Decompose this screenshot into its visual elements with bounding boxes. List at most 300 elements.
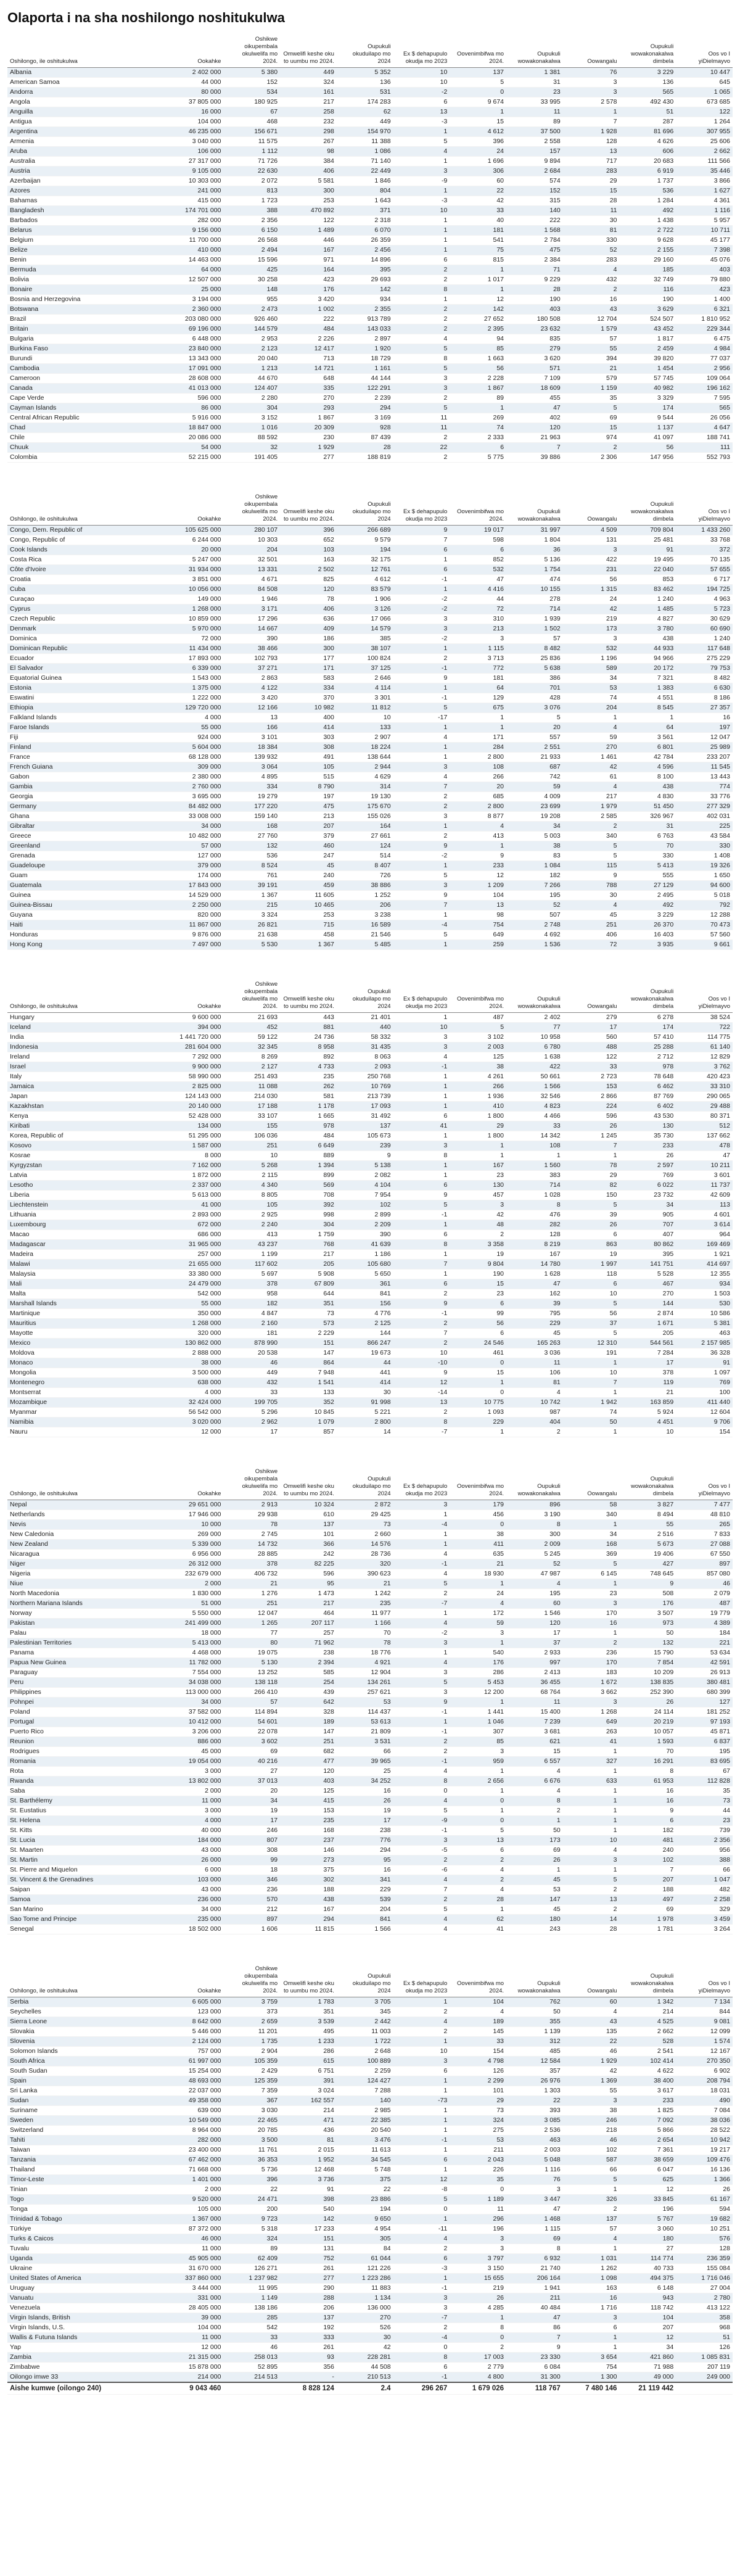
- table-cell: 2: [393, 654, 450, 664]
- table-cell: 491: [280, 753, 337, 762]
- table-cell: 5: [393, 364, 450, 374]
- table-cell: 9: [506, 2343, 563, 2353]
- table-cell: 482: [676, 1885, 733, 1895]
- table-cell: 11 761: [223, 2145, 280, 2155]
- table-cell: 3: [450, 634, 506, 644]
- table-cell: 33: [223, 2333, 280, 2343]
- table-cell: 217: [280, 97, 337, 107]
- table-cell: 8 524: [223, 861, 280, 871]
- table-cell: 7 595: [676, 394, 733, 403]
- country-name: Sudan: [7, 2096, 167, 2106]
- table-cell: 41 097: [619, 433, 676, 443]
- table-row: [7, 68, 733, 78]
- table-cell: 23: [676, 1816, 733, 1826]
- table-cell: 1: [393, 1250, 450, 1260]
- table-cell: 2 000: [167, 2185, 224, 2195]
- table-row: [7, 176, 733, 186]
- country-name: Panama: [7, 1648, 167, 1658]
- country-name: Spain: [7, 2076, 167, 2086]
- table-cell: 352: [280, 1398, 337, 1408]
- table-cell: 101: [450, 2086, 506, 2096]
- table-cell: 383: [506, 1171, 563, 1181]
- table-cell: 22 465: [223, 2116, 280, 2126]
- table-cell: 56: [619, 443, 676, 453]
- table-cell: 166: [223, 723, 280, 733]
- table-cell: 1 606: [223, 1925, 280, 1934]
- table-row: [7, 1520, 733, 1530]
- country-name: Bolivia: [7, 275, 167, 285]
- country-name: Tinian: [7, 2185, 167, 2195]
- country-name: Antigua: [7, 117, 167, 127]
- table-cell: 176: [450, 1658, 506, 1668]
- table-cell: 1 941: [506, 2284, 563, 2293]
- table-cell: 229 344: [676, 324, 733, 334]
- table-cell: 38 400: [619, 2076, 676, 2086]
- table-cell: 1 097: [676, 1368, 733, 1378]
- table-cell: 4 451: [619, 1418, 676, 1427]
- table-cell: 2 160: [223, 1319, 280, 1329]
- table-cell: 81: [563, 226, 620, 236]
- table-cell: 9: [337, 1151, 393, 1161]
- table-cell: 24: [450, 147, 506, 157]
- table-row: [7, 2106, 733, 2116]
- table-cell: 45 871: [676, 1727, 733, 1737]
- table-cell: 207 119: [676, 2363, 733, 2372]
- table-row: [7, 1388, 733, 1398]
- table-cell: 33: [450, 2037, 506, 2047]
- table-cell: 1 503: [676, 1289, 733, 1299]
- table-cell: 21 401: [337, 1013, 393, 1023]
- table-cell: 649: [450, 930, 506, 940]
- table-row: [7, 226, 733, 236]
- table-cell: 411 440: [676, 1398, 733, 1408]
- table-cell: 86 000: [167, 403, 224, 413]
- table-cell: 394: [563, 354, 620, 364]
- table-cell: 3 000: [167, 1806, 224, 1816]
- table-cell: 1 846: [337, 176, 393, 186]
- column-header: Oos vo I yiDielmayvo: [676, 1964, 733, 1997]
- table-cell: 5 247 000: [167, 555, 224, 565]
- table-cell: 108: [506, 1141, 563, 1151]
- table-cell: 13: [223, 713, 280, 723]
- table-cell: 5 908: [280, 1269, 337, 1279]
- table-cell: 541: [450, 236, 506, 246]
- table-cell: 2 654: [619, 2136, 676, 2145]
- table-cell: 10: [393, 68, 450, 78]
- table-cell: 6 339 000: [167, 664, 224, 674]
- table-cell: 1: [393, 127, 450, 137]
- table-cell: 9: [393, 1368, 450, 1378]
- table-cell: 1 929: [280, 443, 337, 453]
- country-name: Serbia: [7, 1997, 167, 2007]
- table-cell: 3 238: [337, 910, 393, 920]
- table-cell: 194: [337, 545, 393, 555]
- table-cell: 7 134: [676, 1997, 733, 2007]
- table-cell: 41: [393, 1121, 450, 1131]
- table-cell: 40 000: [167, 1826, 224, 1836]
- table-cell: 1 936: [450, 1092, 506, 1102]
- table-cell: 21: [223, 1579, 280, 1589]
- table-cell: 1 408: [676, 851, 733, 861]
- table-cell: 42 784: [619, 753, 676, 762]
- table-cell: 17: [223, 1816, 280, 1826]
- table-cell: 330: [619, 851, 676, 861]
- table-cell: 139 932: [223, 753, 280, 762]
- table-cell: 4 830: [619, 792, 676, 802]
- table-cell: 5: [563, 403, 620, 413]
- table-cell: 3: [393, 614, 450, 624]
- table-cell: 43 530: [619, 1112, 676, 1121]
- table-cell: 20 683: [619, 157, 676, 167]
- table-cell: 6 919: [619, 167, 676, 176]
- table-cell: 32: [223, 443, 280, 453]
- table-cell: 394 000: [167, 1023, 224, 1033]
- table-cell: 7 477: [676, 1500, 733, 1510]
- table-cell: 913 789: [337, 315, 393, 324]
- table-cell: 3 194 000: [167, 295, 224, 305]
- table-cell: 6 751: [280, 2066, 337, 2076]
- table-cell: 6 145: [563, 1569, 620, 1579]
- country-name: Liechtenstein: [7, 1200, 167, 1210]
- table-cell: 1 952: [280, 2155, 337, 2165]
- table-cell: 290 065: [676, 1092, 733, 1102]
- table-cell: 20 219: [619, 1717, 676, 1727]
- table-cell: 1: [450, 1638, 506, 1648]
- table-cell: 11 000: [167, 2333, 224, 2343]
- table-cell: 56 542 000: [167, 1408, 224, 1418]
- table-cell: 41 639: [337, 1240, 393, 1250]
- table-cell: 89: [506, 117, 563, 127]
- table-cell: 557: [506, 733, 563, 743]
- table-row: [7, 1925, 733, 1934]
- table-cell: 33 008 000: [167, 812, 224, 822]
- table-cell: 192: [280, 2323, 337, 2333]
- country-name: Albania: [7, 68, 167, 78]
- table-cell: 1 579: [563, 324, 620, 334]
- table-cell: 7 497 000: [167, 940, 224, 950]
- table-cell: 0: [450, 1358, 506, 1368]
- table-cell: 2: [393, 2244, 450, 2254]
- table-cell: 10 742: [506, 1398, 563, 1408]
- table-row: [7, 107, 733, 117]
- table-cell: 167: [280, 1905, 337, 1915]
- table-cell: 41: [450, 1925, 506, 1934]
- table-cell: 4 361: [676, 196, 733, 206]
- country-name: Zimbabwe: [7, 2363, 167, 2372]
- table-cell: 3 329: [619, 394, 676, 403]
- table-row: [7, 1082, 733, 1092]
- table-cell: 1: [393, 644, 450, 654]
- table-cell: 26 312 000: [167, 1559, 224, 1569]
- table-cell: 25 606: [676, 137, 733, 147]
- table-cell: 1 137: [619, 423, 676, 433]
- country-name: Mongolia: [7, 1368, 167, 1378]
- table-row: [7, 196, 733, 206]
- table-cell: 2 228: [450, 374, 506, 384]
- table-cell: 552 793: [676, 453, 733, 463]
- table-cell: 1 367: [223, 891, 280, 901]
- country-name: Lesotho: [7, 1181, 167, 1191]
- table-cell: 5 221: [337, 1408, 393, 1418]
- country-name: Austria: [7, 167, 167, 176]
- table-cell: 2 495: [619, 891, 676, 901]
- table-cell: 26: [506, 1856, 563, 1865]
- table-cell: 20 172: [619, 664, 676, 674]
- country-name: Sweden: [7, 2116, 167, 2126]
- country-name: St. Kitts: [7, 1826, 167, 1836]
- table-cell: 1 112: [223, 147, 280, 157]
- table-cell: 441: [337, 1368, 393, 1378]
- table-cell: 9 520 000: [167, 2195, 224, 2205]
- table-cell: 3 085: [506, 2116, 563, 2126]
- table-cell: 8 545: [619, 703, 676, 713]
- table-cell: 22: [337, 2185, 393, 2195]
- table-cell: 9: [393, 1191, 450, 1200]
- table-cell: 8: [393, 1240, 450, 1250]
- country-name: Rwanda: [7, 1777, 167, 1786]
- table-cell: 2 494: [223, 246, 280, 255]
- table-cell: 6: [393, 545, 450, 555]
- country-name: Montserrat: [7, 1388, 167, 1398]
- table-cell: 171: [450, 733, 506, 743]
- table-cell: 1: [393, 1072, 450, 1082]
- country-name: Jamaica: [7, 1082, 167, 1092]
- country-name: Honduras: [7, 930, 167, 940]
- table-cell: 331 000: [167, 2293, 224, 2303]
- table-row: [7, 1727, 733, 1737]
- table-cell: 4: [563, 1846, 620, 1856]
- table-cell: 13: [450, 901, 506, 910]
- country-name: Suriname: [7, 2106, 167, 2116]
- table-cell: 6 837: [676, 1737, 733, 1747]
- table-cell: 1 086: [337, 147, 393, 157]
- table-cell: 34 252: [337, 1777, 393, 1786]
- table-cell: 3 780: [619, 624, 676, 634]
- table-cell: 0: [450, 1388, 506, 1398]
- table-cell: 379: [280, 832, 337, 841]
- table-cell: 190: [619, 295, 676, 305]
- table-cell: 39 965: [337, 1757, 393, 1767]
- table-cell: 1 663: [450, 354, 506, 364]
- table-cell: 17 188: [223, 1102, 280, 1112]
- table-cell: 432: [223, 1378, 280, 1388]
- table-cell: 124 407: [223, 384, 280, 394]
- column-header: Oovenimbifwa mo 2024.: [450, 35, 506, 68]
- table-cell: 4: [393, 1925, 450, 1934]
- table-cell: 47: [506, 1279, 563, 1289]
- table-cell: 28: [506, 285, 563, 295]
- table-cell: 12 166: [223, 703, 280, 713]
- table-cell: 1 566: [337, 1925, 393, 1934]
- table-cell: -2: [393, 634, 450, 644]
- total-cell: 8 828 124: [280, 2382, 337, 2395]
- table-cell: 542 000: [167, 1289, 224, 1299]
- table-row: [7, 654, 733, 664]
- country-name: Botswana: [7, 305, 167, 315]
- table-cell: 69 196 000: [167, 324, 224, 334]
- table-cell: 30: [563, 216, 620, 226]
- country-name: Thailand: [7, 2165, 167, 2175]
- table-cell: 926 460: [223, 315, 280, 324]
- table-cell: 168: [280, 1826, 337, 1836]
- table-cell: 104: [450, 1997, 506, 2007]
- table-cell: 2 516: [619, 1530, 676, 1540]
- table-cell: 6 780: [506, 1042, 563, 1052]
- table-cell: 8 805: [223, 1191, 280, 1200]
- country-name: Korea, Republic of: [7, 1131, 167, 1141]
- table-cell: 329: [676, 1905, 733, 1915]
- table-cell: 1: [506, 1865, 563, 1875]
- table-cell: 315: [506, 196, 563, 206]
- table-cell: 153: [563, 1082, 620, 1092]
- table-cell: 39 886: [506, 453, 563, 463]
- table-cell: 3 064: [223, 762, 280, 772]
- table-row: [7, 1408, 733, 1418]
- table-cell: 29 160: [619, 255, 676, 265]
- table-cell: 707: [619, 1220, 676, 1230]
- country-name: Virgin Islands, U.S.: [7, 2323, 167, 2333]
- table-cell: 22 449: [337, 167, 393, 176]
- table-cell: 427: [619, 1559, 676, 1569]
- table-cell: 2 578: [563, 97, 620, 107]
- table-cell: 3 662: [563, 1688, 620, 1698]
- table-cell: 320 000: [167, 1329, 224, 1339]
- table-cell: 17 843 000: [167, 881, 224, 891]
- table-row: [7, 1398, 733, 1408]
- table-row: [7, 2372, 733, 2383]
- table-cell: 204: [563, 703, 620, 713]
- table-cell: 33: [563, 1062, 620, 1072]
- table-cell: 997: [506, 1658, 563, 1668]
- table-cell: 242: [280, 1550, 337, 1559]
- table-row: [7, 2066, 733, 2076]
- table-cell: 477: [280, 1757, 337, 1767]
- table-cell: 16 589: [337, 920, 393, 930]
- table-cell: 283: [563, 167, 620, 176]
- table-cell: 8 482: [676, 674, 733, 683]
- country-name: Malawi: [7, 1260, 167, 1269]
- table-cell: 2: [506, 1806, 563, 1816]
- table-cell: 277: [280, 2274, 337, 2284]
- table-cell: 11 883: [337, 2284, 393, 2293]
- table-cell: 494 375: [619, 2274, 676, 2284]
- table-cell: 55 000: [167, 723, 224, 733]
- column-header: Oshikwe oikupembala okulwelifa mo 2024.: [223, 980, 280, 1013]
- table-cell: 50: [563, 1418, 620, 1427]
- table-cell: 17 893 000: [167, 654, 224, 664]
- table-cell: 34: [619, 1200, 676, 1210]
- table-cell: 12 904: [337, 1668, 393, 1678]
- table-cell: 1: [393, 1530, 450, 1540]
- table-cell: 369: [563, 1550, 620, 1559]
- table-cell: 27 088: [676, 1540, 733, 1550]
- table-row: [7, 565, 733, 575]
- table-cell: 232 679 000: [167, 1569, 224, 1579]
- table-row: [7, 2037, 733, 2047]
- column-header: Oshilongo, ile oshitukulwa: [7, 492, 167, 526]
- table-cell: 6 475: [676, 334, 733, 344]
- table-row: [7, 2007, 733, 2017]
- table-cell: 11 700 000: [167, 236, 224, 246]
- table-cell: 177: [280, 654, 337, 664]
- table-cell: 20 000: [167, 545, 224, 555]
- table-cell: 31 670 000: [167, 2264, 224, 2274]
- table-cell: 6: [450, 545, 506, 555]
- country-name: Nepal: [7, 1500, 167, 1510]
- table-cell: 4: [450, 1885, 506, 1895]
- column-header: Oupukuli okuduilapo mo 2024: [337, 1467, 393, 1500]
- table-cell: 26 568: [223, 236, 280, 246]
- table-cell: 685: [450, 792, 506, 802]
- table-cell: 20 086 000: [167, 433, 224, 443]
- table-cell: 897: [223, 1915, 280, 1925]
- table-cell: 108: [450, 762, 506, 772]
- table-cell: 188: [280, 1885, 337, 1895]
- table-cell: 3 601: [676, 1171, 733, 1181]
- table-cell: 2 985: [337, 2106, 393, 2116]
- table-cell: 233: [450, 861, 506, 871]
- table-cell: 152: [223, 78, 280, 88]
- table-cell: 55: [563, 2086, 620, 2096]
- table-cell: 69: [619, 1905, 676, 1915]
- table-cell: 534: [223, 88, 280, 97]
- table-row: [7, 1609, 733, 1619]
- country-name: Madagascar: [7, 1240, 167, 1250]
- table-cell: 174: [619, 1023, 676, 1033]
- table-cell: 34 000: [167, 822, 224, 832]
- table-cell: 2: [450, 2343, 506, 2353]
- country-name: Gibraltar: [7, 822, 167, 832]
- table-cell: 236 359: [676, 2254, 733, 2264]
- country-name: Kenya: [7, 1112, 167, 1121]
- table-cell: 415: [280, 1796, 337, 1806]
- table-cell: 4 847: [223, 1309, 280, 1319]
- table-cell: 77 037: [676, 354, 733, 364]
- table-row: [7, 1191, 733, 1200]
- table-cell: 2 043: [450, 2155, 506, 2165]
- table-row: [7, 1777, 733, 1786]
- table-cell: 1: [393, 186, 450, 196]
- table-row: [7, 2264, 733, 2274]
- table-row: [7, 1161, 733, 1171]
- table-cell: 35: [563, 394, 620, 403]
- table-cell: 13 331: [223, 565, 280, 575]
- column-header: Ookahke: [167, 980, 224, 1013]
- table-cell: 69: [506, 1846, 563, 1856]
- table-cell: 2 597: [619, 1161, 676, 1171]
- table-cell: 134 000: [167, 1121, 224, 1131]
- column-header: Ex $ dehapupulo okudja mo 2023: [393, 980, 450, 1013]
- table-cell: 196: [619, 2205, 676, 2215]
- table-row: [7, 1378, 733, 1388]
- table-cell: 293: [280, 403, 337, 413]
- table-cell: 279: [506, 344, 563, 354]
- table-cell: 1 735: [223, 2037, 280, 2047]
- table-cell: 404: [506, 1418, 563, 1427]
- table-cell: 162 557: [280, 2096, 337, 2106]
- table-row: [7, 1885, 733, 1895]
- table-row: [7, 1062, 733, 1072]
- table-cell: 38 000: [167, 1358, 224, 1368]
- table-cell: 240: [619, 1846, 676, 1856]
- table-cell: 56: [563, 575, 620, 585]
- country-name: Dominican Republic: [7, 644, 167, 654]
- table-cell: 1 783: [280, 1997, 337, 2007]
- table-cell: 1: [393, 157, 450, 167]
- table-row: [7, 2017, 733, 2027]
- table-cell: 23 330: [506, 2353, 563, 2363]
- table-cell: 217: [280, 1599, 337, 1609]
